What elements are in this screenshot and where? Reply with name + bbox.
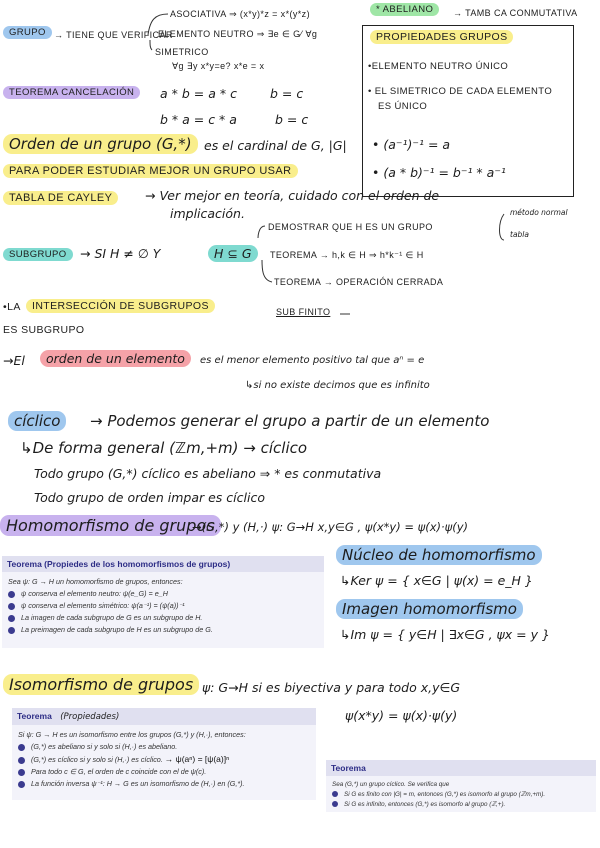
- interseccion-post: ES SUBGRUPO: [3, 324, 85, 336]
- interseccion-label: INTERSECCIÓN DE SUBGRUPOS: [26, 300, 215, 312]
- ciclico-line-2: Todo grupo (G,*) cíclico es abeliano ⇒ * es conmutativa: [34, 466, 382, 481]
- subgrupo-metodo: método normal: [510, 208, 568, 217]
- ciclico-label: cíclico: [8, 412, 66, 430]
- theorem-ciclico-item: Si G es infinito, entonces (G,*) es isomorfo al grupo (ℤ,+).: [332, 801, 590, 808]
- imagen-label: Imagen homomorfismo: [336, 600, 523, 618]
- orden-elem-desc: es el menor elemento positivo tal que aⁿ = e: [200, 355, 425, 366]
- orden-elem-pre: →El: [3, 353, 25, 368]
- grupo-label: GRUPO: [3, 27, 52, 38]
- abeliano-desc: → TAMB CA CONMUTATIVA: [453, 8, 578, 18]
- prop-neutro: •ELEMENTO NEUTRO ÚNICO: [368, 61, 509, 72]
- propiedades-title: PROPIEDADES GRUPOS: [370, 31, 513, 43]
- homomorfismo-label: Homomorfismo de grupos: [0, 516, 221, 535]
- orden-grupo-label: Orden de un grupo (G,*): [3, 135, 198, 153]
- prop-simetrico: • EL SIMETRICO DE CADA ELEMENTO: [368, 86, 553, 97]
- ciclico-line-1: ↳De forma general (ℤm,+m) → cíclico: [20, 439, 308, 457]
- theorem-isomorfismo-title: Teorema: [17, 711, 52, 721]
- ciclico-line-3: Todo grupo de orden impar es cíclico: [34, 490, 265, 505]
- theorem-isomorfismo-box: [12, 708, 316, 800]
- subgrupo-teorema-2: TEOREMA → OPERACIÓN CERRADA: [274, 277, 444, 287]
- theorem-ciclico-title: Teorema: [326, 760, 596, 776]
- theorem-homomorfismo-box: [2, 556, 324, 648]
- cancel-formula-2: b * a = c * a: [160, 112, 237, 127]
- simetrico-text: SIMETRICO: [155, 47, 209, 57]
- subgrupo-demostrar: DEMOSTRAR QUE H ES UN GRUPO: [268, 222, 433, 232]
- subgrupo-teorema-1: TEOREMA → h,k ∈ H ⇒ h*k⁻¹ ∈ H: [270, 250, 424, 260]
- prop-inverse: • (a⁻¹)⁻¹ = a: [372, 137, 451, 152]
- ciclico-desc: → Podemos generar el grupo a partir de un elemento: [90, 412, 490, 430]
- theorem-isomorfismo-item: Para todo c ∈ G, el orden de c coincide con el de ψ(c).: [18, 767, 310, 776]
- cayley-desc-1: → Ver mejor en teoría, cuidado con el orden de: [145, 188, 440, 203]
- subgrupo-finito: SUB FINITO: [276, 307, 331, 317]
- orden-grupo-desc: es el cardinal de G, |G|: [204, 138, 347, 153]
- homomorfismo-desc: →(G,*) y (H,·) ψ: G→H x,y∈G , ψ(x*y) = ψ(x)·ψ(y): [192, 520, 469, 534]
- theorem-isomorfismo-item: La función inversa ψ⁻¹: H → G es un isomorfismo de (H,·) en (G,*).: [18, 779, 310, 788]
- cancel-result-1: b = c: [270, 86, 304, 101]
- theorem-isomorfismo-intro: Si ψ: G → H es un isomorfismo entre los grupos (G,*) y (H,·), entonces:: [18, 730, 246, 739]
- orden-elem-desc-2: ↳si no existe decimos que es infinito: [245, 380, 430, 391]
- isomorfismo-label: Isomorfismo de grupos: [3, 675, 199, 694]
- theorem-homomorfismo-item: La imagen de cada subgrupo de G es un subgrupo de H.: [8, 613, 318, 622]
- verificar-text: → TIENE QUE VERIFICAR: [54, 30, 173, 40]
- cayley-label: TABLA DE CAYLEY: [3, 192, 118, 204]
- interseccion-pre: •LA: [3, 301, 21, 313]
- orden-elem-label: orden de un elemento: [40, 351, 191, 366]
- cancelacion-label: TEOREMA CANCELACIÓN: [3, 87, 140, 98]
- simetrico-formula: ∀g ∃y x*y=e? x*e = x: [172, 61, 265, 71]
- theorem-ciclico-item: Si G es finito con |G| = m, entonces (G,*) es isomorfo al grupo (ℤm,+m).: [332, 791, 590, 798]
- theorem-isomorfismo-note: (Propiedades): [60, 712, 120, 722]
- prop-inverse-product: • (a * b)⁻¹ = b⁻¹ * a⁻¹: [372, 165, 506, 180]
- cancel-formula-1: a * b = a * c: [160, 86, 237, 101]
- theorem-homomorfismo-item: La preimagen de cada subgrupo de H es un subgrupo de G.: [8, 625, 318, 634]
- cayley-desc-2: implicación.: [170, 206, 245, 221]
- theorem-homomorfismo-intro: Sea ψ: G → H un homomorfismo de grupos, entonces:: [8, 577, 183, 586]
- neutro-text: ELEMENTO NEUTRO ⇒ ∃e ∈ G⁄ ∀g: [158, 29, 318, 39]
- nucleo-def: ↳Ker ψ = { x∈G | ψ(x) = e_H }: [340, 573, 533, 588]
- asociativa-text: ASOCIATIVA ⇒ (x*y)*z = x*(y*z): [170, 9, 310, 19]
- estudiar-label: PARA PODER ESTUDIAR MEJOR UN GRUPO USAR: [3, 165, 298, 177]
- cancel-result-2: b = c: [275, 112, 309, 127]
- nucleo-label: Núcleo de homomorfismo: [336, 546, 542, 564]
- theorem-homomorfismo-title: Teorema (Propiedes de los homomorfismos de grupos): [2, 556, 324, 572]
- theorem-isomorfismo-item: (G,*) es abeliano si y solo si (H,·) es abeliano.: [18, 742, 310, 751]
- theorem-ciclico-box: [326, 760, 596, 812]
- theorem-isomorfismo-item: (G,*) es cíclico si y solo si (H,·) es cíclico. → ψ(aⁿ) = [ψ(a)]ⁿ: [18, 754, 310, 764]
- imagen-def: ↳Im ψ = { y∈H | ∃x∈G , ψx = y }: [340, 627, 550, 642]
- isomorfismo-formula: ψ(x*y) = ψ(x)·ψ(y): [345, 708, 458, 723]
- theorem-homomorfismo-item: ψ conserva el elemento simétrico: ψ(a⁻¹) = (ψ(a))⁻¹: [8, 601, 318, 610]
- subgrupo-condition: → SI H ≠ ∅ Y: [80, 246, 161, 261]
- subgrupo-label: SUBGRUPO: [3, 249, 73, 260]
- abeliano-label: * ABELIANO: [370, 4, 439, 15]
- prop-unico: ES ÚNICO: [378, 101, 428, 112]
- subgrupo-tabla: tabla: [510, 230, 529, 239]
- isomorfismo-desc: ψ: G→H si es biyectiva y para todo x,y∈G: [202, 680, 461, 695]
- subgrupo-subset: H ⊆ G: [208, 246, 258, 261]
- theorem-ciclico-intro: Sea (G,*) un grupo cíclico. Se verifica que: [332, 781, 450, 788]
- theorem-homomorfismo-item: ψ conserva el elemento neutro: ψ(e_G) = e_H: [8, 589, 318, 598]
